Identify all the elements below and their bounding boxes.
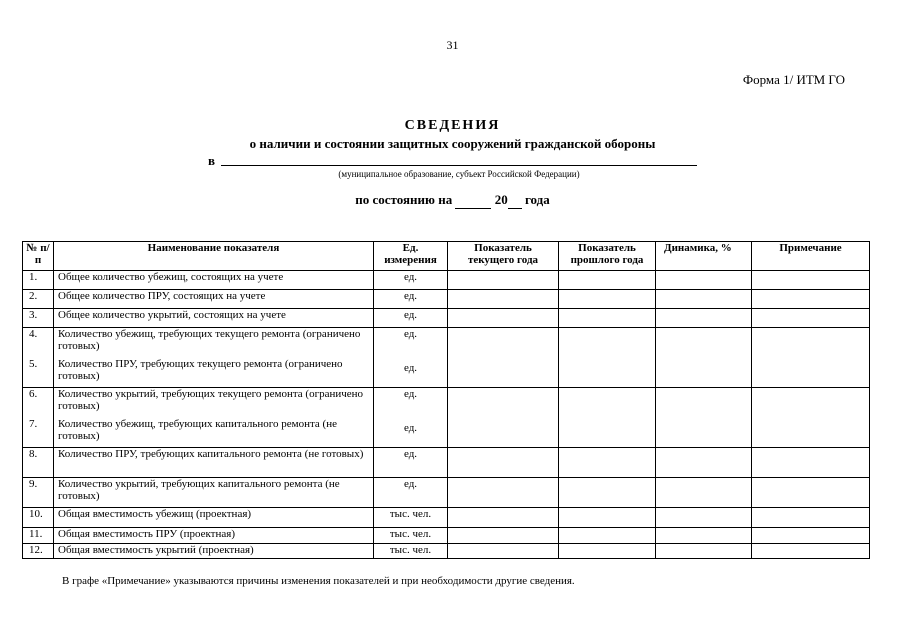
header-note: Примечание	[752, 242, 870, 271]
cell-previous[interactable]	[559, 290, 656, 309]
cell-current[interactable]	[448, 290, 559, 309]
row-num: 9.	[23, 478, 54, 508]
date-year-blank[interactable]	[508, 192, 522, 209]
cell-dynamics[interactable]	[656, 528, 752, 544]
row-num: 11.	[23, 528, 54, 544]
cell-note[interactable]	[752, 271, 870, 290]
page-number: 31	[446, 38, 459, 52]
row-name: Количество убежищ, требующих текущего ремонта (ограничено готовых)	[54, 328, 374, 358]
cell-dynamics[interactable]	[656, 290, 752, 309]
cell-previous[interactable]	[559, 448, 656, 478]
cell-current[interactable]	[448, 388, 559, 448]
date-line	[0, 192, 905, 209]
row-num: 5.	[23, 358, 54, 388]
table-row	[23, 328, 870, 358]
cell-current[interactable]	[448, 448, 559, 478]
cell-previous[interactable]	[559, 508, 656, 528]
cell-previous[interactable]	[559, 478, 656, 508]
cell-previous[interactable]	[559, 328, 656, 388]
row-unit: ед.	[374, 448, 448, 478]
table-row	[23, 290, 870, 309]
row-unit: ед.	[374, 388, 448, 418]
form-label: Форма 1/ ИТМ ГО	[742, 72, 845, 87]
row-unit: ед.	[374, 478, 448, 508]
row-name: Количество ПРУ, требующих текущего ремонта (ограничено готовых)	[54, 358, 374, 388]
row-unit: ед.	[374, 328, 448, 358]
row-num: 10.	[23, 508, 54, 528]
cell-dynamics[interactable]	[656, 508, 752, 528]
row-num: 12.	[23, 544, 54, 559]
row-name: Количество убежищ, требующих капитального ремонта (не готовых)	[54, 418, 374, 448]
document-title: СВЕДЕНИЯ	[404, 118, 501, 133]
cell-current[interactable]	[448, 528, 559, 544]
table-row	[23, 448, 870, 478]
header-unit: Ед. измерения	[374, 242, 448, 271]
cell-note[interactable]	[752, 508, 870, 528]
cell-note[interactable]	[752, 528, 870, 544]
cell-dynamics[interactable]	[656, 478, 752, 508]
row-name: Общее количество ПРУ, состоящих на учете	[54, 290, 374, 309]
cell-dynamics[interactable]	[656, 448, 752, 478]
table-row	[23, 544, 870, 559]
header-dynamics: Динамика, %	[656, 242, 752, 271]
table-row	[23, 388, 870, 418]
row-num: 2.	[23, 290, 54, 309]
indicators-table	[22, 241, 870, 559]
cell-previous[interactable]	[559, 388, 656, 448]
cell-current[interactable]	[448, 271, 559, 290]
location-prefix: в	[208, 153, 216, 168]
row-name: Общее количество убежищ, состоящих на учете	[54, 271, 374, 290]
row-num: 4.	[23, 328, 54, 358]
row-unit: тыс. чел.	[374, 528, 448, 544]
cell-note[interactable]	[752, 448, 870, 478]
cell-dynamics[interactable]	[656, 388, 752, 448]
row-unit: ед.	[374, 358, 448, 388]
row-num: 3.	[23, 309, 54, 328]
row-name: Количество укрытий, требующих капитального ремонта (не готовых)	[54, 478, 374, 508]
row-unit: тыс. чел.	[374, 508, 448, 528]
cell-current[interactable]	[448, 508, 559, 528]
row-unit: ед.	[374, 309, 448, 328]
date-century: 20	[494, 192, 508, 207]
cell-dynamics[interactable]	[656, 544, 752, 559]
row-unit: ед.	[374, 418, 448, 448]
footnote: В графе «Примечание» указываются причины изменения показателей и при необходимости другие сведения.	[62, 575, 575, 587]
cell-previous[interactable]	[559, 309, 656, 328]
header-num: № п/п	[23, 242, 54, 271]
document-subtitle: о наличии и состоянии защитных сооружений гражданской обороны	[249, 136, 656, 151]
cell-previous[interactable]	[559, 528, 656, 544]
row-num: 6.	[23, 388, 54, 418]
date-prefix: по состоянию на	[355, 192, 453, 207]
row-name: Количество ПРУ, требующих капитального ремонта (не готовых)	[54, 448, 374, 478]
cell-note[interactable]	[752, 328, 870, 388]
row-unit: тыс. чел.	[374, 544, 448, 559]
row-name: Общее количество укрытий, состоящих на учете	[54, 309, 374, 328]
cell-note[interactable]	[752, 388, 870, 448]
cell-previous[interactable]	[559, 544, 656, 559]
cell-note[interactable]	[752, 290, 870, 309]
table-row	[23, 478, 870, 508]
row-name: Общая вместимость укрытий (проектная)	[54, 544, 374, 559]
date-suffix: года	[524, 192, 550, 207]
cell-previous[interactable]	[559, 271, 656, 290]
cell-dynamics[interactable]	[656, 309, 752, 328]
cell-current[interactable]	[448, 478, 559, 508]
date-day-blank[interactable]	[455, 192, 491, 209]
table-row	[23, 528, 870, 544]
row-unit: ед.	[374, 290, 448, 309]
row-name: Количество укрытий, требующих текущего ремонта (ограничено готовых)	[54, 388, 374, 418]
header-name: Наименование показателя	[54, 242, 374, 271]
row-num: 1.	[23, 271, 54, 290]
header-previous: Показатель прошлого года	[559, 242, 656, 271]
cell-current[interactable]	[448, 328, 559, 388]
table-row	[23, 508, 870, 528]
location-blank-line[interactable]	[221, 165, 697, 166]
row-num: 7.	[23, 418, 54, 448]
cell-current[interactable]	[448, 309, 559, 328]
table-header-row	[23, 242, 870, 271]
cell-note[interactable]	[752, 544, 870, 559]
row-unit: ед.	[374, 271, 448, 290]
table-row	[23, 309, 870, 328]
cell-note[interactable]	[752, 309, 870, 328]
cell-dynamics[interactable]	[656, 328, 752, 388]
row-name: Общая вместимость убежищ (проектная)	[54, 508, 374, 528]
cell-note[interactable]	[752, 478, 870, 508]
table-row	[23, 271, 870, 290]
cell-current[interactable]	[448, 544, 559, 559]
cell-dynamics[interactable]	[656, 271, 752, 290]
row-num: 8.	[23, 448, 54, 478]
header-current: Показатель текущего года	[448, 242, 559, 271]
row-name: Общая вместимость ПРУ (проектная)	[54, 528, 374, 544]
location-caption: (муниципальное образование, субъект Российской Федерации)	[338, 169, 580, 179]
